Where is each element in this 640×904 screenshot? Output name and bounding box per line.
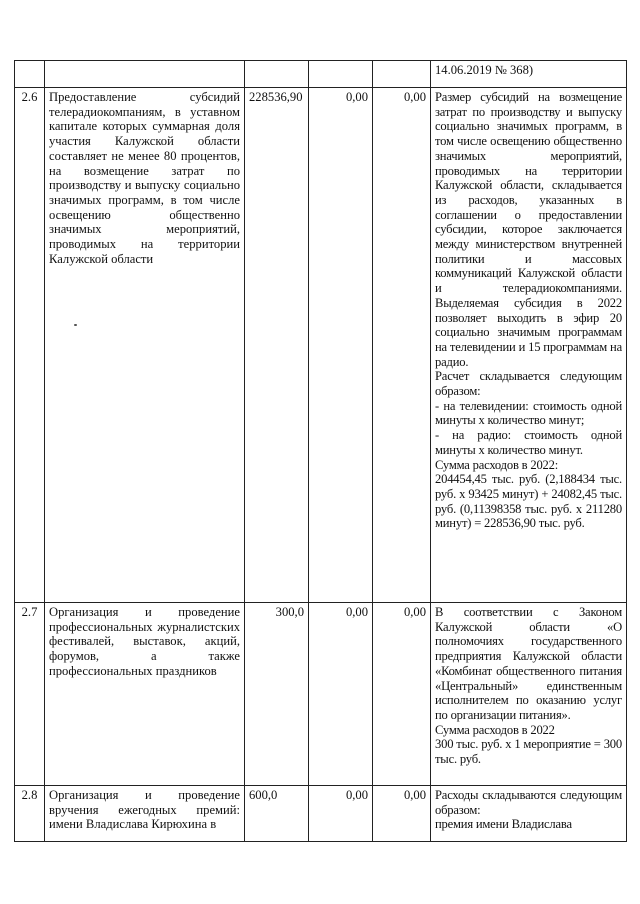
- table-row-continuation: [15, 61, 627, 88]
- cell-amount-3: 0,00: [373, 603, 431, 786]
- table-row-2-8: [15, 786, 627, 842]
- cell-amount-1: 300,0: [245, 603, 309, 786]
- cell-amount-2: [309, 61, 373, 88]
- note-paragraph: Расчет складывается следующим образом:: [435, 369, 622, 399]
- table-row-2-7: [15, 603, 627, 786]
- cell-name: Предоставление субсидий телерадиокомпаниям, в уставном капитале которых суммарная доля участия Калужской области составляет не менее 80 процентов, на возмещение затрат по производству и выпуску социально значимых программ, в том числе освещению общественно значимых мероприятий, проводимых на территории Калужской области: [45, 88, 245, 603]
- cell-note: [431, 786, 627, 842]
- table-row-2-6: [15, 88, 627, 603]
- cell-amount-1: [245, 61, 309, 88]
- cell-amount-3: [373, 61, 431, 88]
- cell-note: 14.06.2019 № 368): [431, 61, 627, 88]
- note-paragraph: - на радио: стоимость одной минуты х количество минут.: [435, 428, 622, 457]
- cell-name: Организация и проведение вручения ежегодных премий: имени Владислава Кирюхина в: [45, 786, 245, 842]
- note-paragraph: Сумма расходов в 2022:: [435, 457, 559, 472]
- cell-amount-1: 228536,90: [245, 88, 309, 603]
- cell-note: [431, 88, 627, 603]
- note-paragraph: В соответствии с Законом Калужской области «О полномочиях государственного предприятия Калужской области «Комбинат общественного питания «Центральный» единственным исполнителем по оказанию услуг по организации питания».: [435, 605, 622, 722]
- subsidy-table: [14, 60, 627, 842]
- cell-num: [15, 61, 45, 88]
- cell-amount-3: 0,00: [373, 786, 431, 842]
- note-paragraph: Расходы складываются следующим образом:: [435, 788, 622, 817]
- cell-amount-2: 0,00: [309, 786, 373, 842]
- note-paragraph: - на телевидении: стоимость одной минуты х количество минут;: [435, 398, 622, 428]
- cell-num: 2.6: [15, 88, 45, 603]
- cell-name: Организация и проведение профессиональных журналистских фестивалей, выставок, акций, форумов, а также профессиональных праздников: [45, 603, 245, 786]
- cell-amount-2: 0,00: [309, 603, 373, 786]
- cell-note: [431, 603, 627, 786]
- note-paragraph: Размер субсидий на возмещение затрат по производству и выпуску социально значимых программ, в том числе освещению общественно значимых мероприятий, проводимых на территории Калужской области, складывается из расходов, указанных в соглашении о предоставлении субсидии, которое заключается между министерством внутренней политики и массовых коммуникаций Калужской области и телерадиокомпаниями. Выделяемая субсидия в 2022 позволяет выходить в эфир 20 социально значимым программам на телевидении и 15 программам на радио.: [435, 90, 622, 369]
- cell-num: 2.8: [15, 786, 45, 842]
- note-paragraph: Сумма расходов в 2022: [435, 722, 555, 737]
- cell-amount-2: 0,00: [309, 88, 373, 603]
- note-paragraph: 300 тыс. руб. х 1 мероприятие = 300 тыс. руб.: [435, 737, 622, 767]
- scan-speck: [74, 324, 77, 326]
- cell-amount-3: 0,00: [373, 88, 431, 603]
- cell-amount-1: 600,0: [245, 786, 309, 842]
- note-paragraph: 204454,45 тыс. руб. (2,188434 тыс. руб. х 93425 минут) + 24082,45 тыс. руб. (0,11398358 тыс. руб. х 211280 минут) = 228536,90 тыс. руб.: [435, 472, 622, 531]
- cell-num: 2.7: [15, 603, 45, 786]
- note-paragraph: премия имени Владислава: [435, 817, 572, 832]
- cell-name: [45, 61, 245, 88]
